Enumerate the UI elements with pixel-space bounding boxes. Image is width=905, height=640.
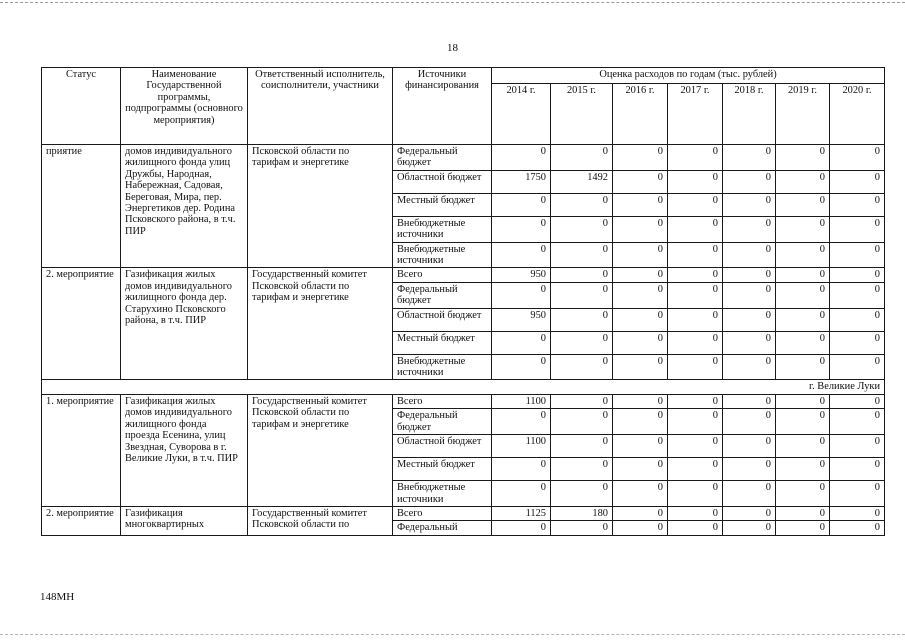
page-number: 18: [447, 42, 458, 54]
value-cell: 0: [668, 521, 723, 535]
value-cell: 1492: [551, 170, 613, 193]
value-cell: 0: [613, 506, 668, 520]
header-year: 2016 г.: [613, 84, 668, 145]
value-cell: 0: [723, 145, 776, 171]
funding-source-cell: Федеральный бюджет: [393, 409, 492, 435]
header-program-name: Наименование Государственной программы, подпрограммы (основного мероприятия): [121, 68, 248, 145]
value-cell: 0: [776, 506, 830, 520]
program-name-cell: Газификация жилых домов индивидуального жилищного фонда проезда Есенина, улиц Звездная, Суворова в г. Великие Луки, в т.ч. ПИР: [121, 394, 248, 506]
value-cell: 0: [613, 394, 668, 408]
header-status: Статус: [42, 68, 121, 145]
funding-source-cell: Всего: [393, 394, 492, 408]
funding-source-cell: Федеральный бюджет: [393, 145, 492, 171]
value-cell: 0: [668, 308, 723, 331]
scan-top-edge: [0, 2, 905, 3]
value-cell: 0: [551, 331, 613, 354]
value-cell: 0: [723, 308, 776, 331]
value-cell: 0: [613, 308, 668, 331]
funding-source-cell: Всего: [393, 506, 492, 520]
value-cell: 0: [492, 216, 551, 242]
value-cell: 0: [613, 282, 668, 308]
value-cell: 0: [668, 331, 723, 354]
funding-source-cell: Местный бюджет: [393, 331, 492, 354]
value-cell: 0: [551, 145, 613, 171]
value-cell: 1750: [492, 170, 551, 193]
value-cell: 0: [492, 282, 551, 308]
value-cell: 0: [613, 268, 668, 282]
value-cell: 0: [613, 354, 668, 380]
funding-source-cell: Федеральный бюджет: [393, 282, 492, 308]
header-expense-estimate: Оценка расходов по годам (тыс. рублей): [492, 68, 885, 84]
value-cell: 0: [668, 282, 723, 308]
value-cell: 0: [723, 435, 776, 458]
value-cell: 0: [492, 331, 551, 354]
value-cell: 0: [830, 242, 885, 268]
value-cell: 0: [613, 145, 668, 171]
table-row: [42, 506, 885, 520]
value-cell: 0: [776, 354, 830, 380]
value-cell: 0: [723, 282, 776, 308]
funding-source-cell: Областной бюджет: [393, 170, 492, 193]
value-cell: 0: [723, 268, 776, 282]
value-cell: 0: [613, 242, 668, 268]
value-cell: 0: [492, 481, 551, 507]
table-row: [42, 394, 885, 408]
value-cell: 0: [492, 354, 551, 380]
value-cell: 1100: [492, 394, 551, 408]
value-cell: 0: [830, 354, 885, 380]
value-cell: 0: [776, 394, 830, 408]
value-cell: 0: [723, 331, 776, 354]
status-cell: 1. мероприятие: [42, 394, 121, 506]
value-cell: 0: [668, 394, 723, 408]
value-cell: 0: [776, 268, 830, 282]
program-name-cell: Газификация жилых домов индивидуального жилищного фонда дер. Старухино Псковского района, в т.ч. ПИР: [121, 268, 248, 380]
value-cell: 0: [551, 242, 613, 268]
responsible-cell: Государственный комитет Псковской области по: [248, 506, 393, 535]
value-cell: 0: [776, 331, 830, 354]
value-cell: 0: [776, 242, 830, 268]
value-cell: 0: [613, 481, 668, 507]
header-year: 2019 г.: [776, 84, 830, 145]
header-responsible: Ответственный исполнитель, соисполнители, участники: [248, 68, 393, 145]
value-cell: 0: [551, 458, 613, 481]
value-cell: 0: [668, 145, 723, 171]
table-row: [42, 145, 885, 171]
value-cell: 0: [723, 242, 776, 268]
funding-source-cell: Всего: [393, 268, 492, 282]
value-cell: 0: [668, 170, 723, 193]
value-cell: 0: [551, 435, 613, 458]
value-cell: 1125: [492, 506, 551, 520]
value-cell: 0: [776, 282, 830, 308]
value-cell: 0: [723, 193, 776, 216]
value-cell: 0: [723, 458, 776, 481]
value-cell: 0: [723, 354, 776, 380]
value-cell: 0: [551, 282, 613, 308]
value-cell: 0: [668, 409, 723, 435]
responsible-cell: Псковской области по тарифам и энергетике: [248, 145, 393, 268]
value-cell: 0: [613, 193, 668, 216]
value-cell: 0: [492, 145, 551, 171]
value-cell: 0: [551, 268, 613, 282]
value-cell: 0: [776, 458, 830, 481]
value-cell: 0: [776, 170, 830, 193]
value-cell: 0: [668, 242, 723, 268]
value-cell: 0: [492, 521, 551, 535]
value-cell: 0: [492, 193, 551, 216]
status-cell: приятие: [42, 145, 121, 268]
value-cell: 0: [492, 242, 551, 268]
value-cell: 0: [830, 282, 885, 308]
value-cell: 0: [830, 481, 885, 507]
value-cell: 0: [668, 506, 723, 520]
value-cell: 1100: [492, 435, 551, 458]
funding-source-cell: Местный бюджет: [393, 458, 492, 481]
region-label: г. Великие Луки: [42, 380, 885, 394]
value-cell: 0: [830, 521, 885, 535]
program-name-cell: домов индивидуального жилищного фонда улиц Дружбы, Народная, Набережная, Садовая, Береговая, Мира, пер. Энергетиков дер. Родина Псковского района, в т.ч. ПИР: [121, 145, 248, 268]
program-name-cell: Газификация многоквартирных: [121, 506, 248, 535]
value-cell: 0: [830, 409, 885, 435]
funding-source-cell: Внебюджетные источники: [393, 242, 492, 268]
value-cell: 0: [551, 409, 613, 435]
header-funding-sources: Источники финансирования: [393, 68, 492, 145]
value-cell: 0: [830, 394, 885, 408]
value-cell: 0: [668, 435, 723, 458]
document-footer-code: 148МН: [40, 591, 75, 603]
value-cell: 0: [776, 481, 830, 507]
value-cell: 0: [776, 193, 830, 216]
value-cell: 0: [492, 409, 551, 435]
header-year: 2020 г.: [830, 84, 885, 145]
responsible-cell: Государственный комитет Псковской области по тарифам и энергетике: [248, 268, 393, 380]
value-cell: 0: [668, 216, 723, 242]
status-cell: 2. мероприятие: [42, 268, 121, 380]
value-cell: 950: [492, 268, 551, 282]
value-cell: 0: [776, 435, 830, 458]
header-year: 2014 г.: [492, 84, 551, 145]
value-cell: 0: [551, 394, 613, 408]
value-cell: 0: [776, 308, 830, 331]
value-cell: 0: [723, 394, 776, 408]
value-cell: 0: [776, 216, 830, 242]
value-cell: 0: [776, 145, 830, 171]
value-cell: 0: [723, 481, 776, 507]
value-cell: 0: [830, 308, 885, 331]
value-cell: 0: [668, 458, 723, 481]
funding-source-cell: Федеральный: [393, 521, 492, 535]
value-cell: 0: [723, 170, 776, 193]
funding-source-cell: Внебюджетные источники: [393, 354, 492, 380]
header-year: 2018 г.: [723, 84, 776, 145]
funding-source-cell: Областной бюджет: [393, 308, 492, 331]
value-cell: 0: [613, 521, 668, 535]
value-cell: 0: [551, 308, 613, 331]
value-cell: 0: [723, 409, 776, 435]
value-cell: 0: [830, 458, 885, 481]
value-cell: 180: [551, 506, 613, 520]
value-cell: 0: [830, 506, 885, 520]
value-cell: 0: [830, 193, 885, 216]
value-cell: 0: [830, 435, 885, 458]
value-cell: 950: [492, 308, 551, 331]
value-cell: 0: [776, 521, 830, 535]
value-cell: 0: [723, 216, 776, 242]
value-cell: 0: [551, 216, 613, 242]
value-cell: 0: [830, 331, 885, 354]
table-row: [42, 268, 885, 282]
header-year: 2017 г.: [668, 84, 723, 145]
value-cell: 0: [668, 193, 723, 216]
responsible-cell: Государственный комитет Псковской области по тарифам и энергетике: [248, 394, 393, 506]
funding-source-cell: Областной бюджет: [393, 435, 492, 458]
value-cell: 0: [613, 331, 668, 354]
value-cell: 0: [551, 521, 613, 535]
scan-bottom-edge: [0, 634, 905, 635]
value-cell: 0: [613, 216, 668, 242]
value-cell: 0: [668, 481, 723, 507]
expenditure-table: [41, 67, 885, 536]
value-cell: 0: [551, 193, 613, 216]
value-cell: 0: [613, 170, 668, 193]
value-cell: 0: [551, 481, 613, 507]
value-cell: 0: [551, 354, 613, 380]
status-cell: 2. мероприятие: [42, 506, 121, 535]
funding-source-cell: Внебюджетные источники: [393, 481, 492, 507]
value-cell: 0: [830, 268, 885, 282]
value-cell: 0: [492, 458, 551, 481]
funding-source-cell: Внебюджетные источники: [393, 216, 492, 242]
value-cell: 0: [830, 216, 885, 242]
value-cell: 0: [668, 268, 723, 282]
value-cell: 0: [776, 409, 830, 435]
value-cell: 0: [613, 435, 668, 458]
region-row: [42, 380, 885, 394]
value-cell: 0: [830, 170, 885, 193]
value-cell: 0: [723, 506, 776, 520]
funding-source-cell: Местный бюджет: [393, 193, 492, 216]
value-cell: 0: [613, 409, 668, 435]
value-cell: 0: [668, 354, 723, 380]
value-cell: 0: [830, 145, 885, 171]
value-cell: 0: [723, 521, 776, 535]
header-year: 2015 г.: [551, 84, 613, 145]
value-cell: 0: [613, 458, 668, 481]
